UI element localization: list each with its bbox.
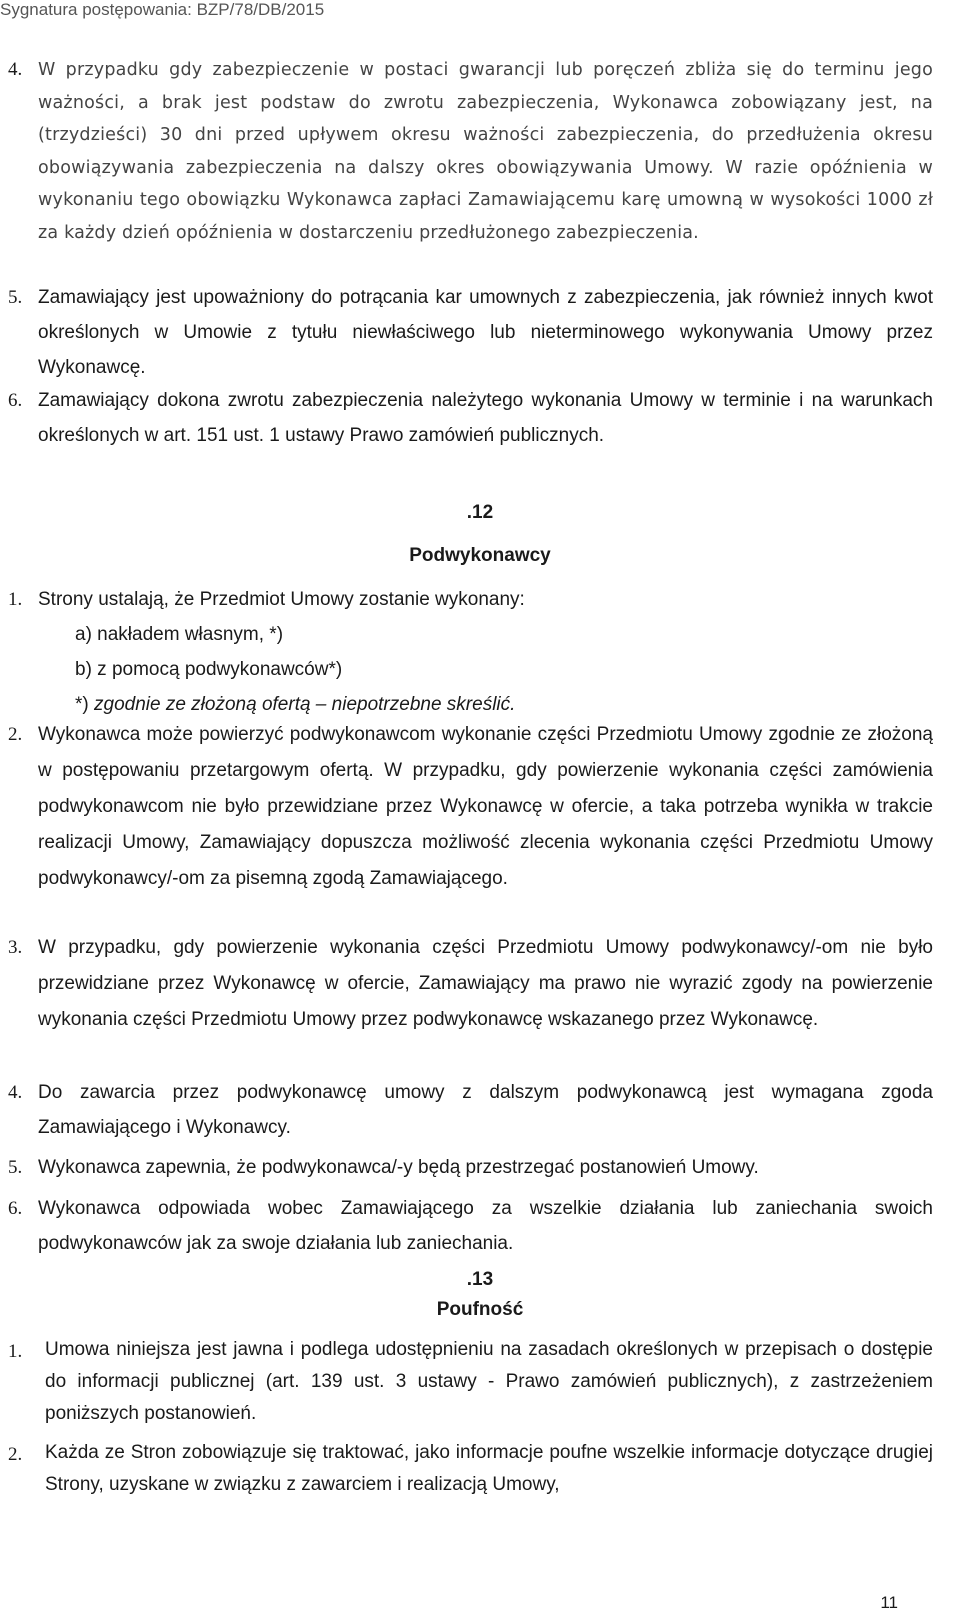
list-item (8, 1191, 933, 1261)
list-item (8, 1437, 933, 1501)
item-number: 2. (8, 724, 23, 745)
document-signature-header: Sygnatura postępowania: BZP/78/DB/2015 (0, 0, 325, 19)
item-text: Wykonawca może powierzyć podwykonawcom wykonanie części Przedmiotu Umowy zgodnie ze złożoną w postępowaniu przetargowym ofertą. W przypadku, gdy powierzenie wykonania części zamówienia podwykonawcom nie było przewidziane przez Wykonawcę w ofercie, a taka potrzeba wynikła w trakcie realizacji Umowy, Zamawiający dopuszcza możliwość zlecenia wykonania części Przedmiotu Umowy podwykonawcy/-om za pisemną zgodą Zamawiającego. (38, 724, 933, 889)
list-item (8, 1334, 933, 1430)
list-item (8, 717, 933, 897)
item-number: 1. (8, 1341, 23, 1362)
item-number: 4. (8, 59, 23, 80)
list-item (8, 1075, 933, 1145)
item-text: Każda ze Stron zobowiązuje się traktować, jako informacje poufne wszelkie informacje dotyczące drugiej Strony, uzyskane w związku z zawarciem i realizacją Umowy, (45, 1442, 933, 1495)
item-number: 6. (8, 390, 23, 411)
item-number: 1. (8, 589, 23, 610)
option-subcontractors: b) z pomocą podwykonawców*) (75, 659, 343, 680)
item-number: 5. (8, 287, 23, 308)
list-item (8, 582, 933, 617)
option-own-work: a) nakładem własnym, *) (75, 624, 284, 645)
item-number: 3. (8, 937, 23, 958)
item-text: W przypadku, gdy powierzenie wykonania części Przedmiotu Umowy podwykonawcy/-om nie było przewidziane przez Wykonawcę w ofercie, Zamawiający ma prawo nie wyrazić zgody na powierzenie wykonania części Przedmiotu Umowy przez podwykonawcę wskazanego przez Wykonawcę. (38, 937, 933, 1030)
item-text: Wykonawca odpowiada wobec Zamawiającego za wszelkie działania lub zaniechania swoich podwykonawców jak za swoje działania lub zaniechania. (38, 1198, 933, 1254)
item-text: Zamawiający jest upoważniony do potrącania kar umownych z zabezpieczenia, jak również innych kwot określonych w Umowie z tytułu niewłaściwego lub nieterminowego wykonywania Umowy przez Wykonawcę. (38, 287, 933, 378)
list-item (8, 930, 933, 1038)
item-number: 2. (8, 1444, 23, 1465)
section-number: .12 (466, 502, 494, 523)
list-item (8, 383, 933, 453)
item-text: Zamawiający dokona zwrotu zabezpieczenia należytego wykonania Umowy w terminie i na warunkach określonych w art. 151 ust. 1 ustawy Prawo zamówień publicznych. (38, 390, 933, 446)
item-text: Umowa niniejsza jest jawna i podlega udostępnieniu na zasadach określonych w przepisach o dostępie do informacji publicznej (art. 139 ust. 3 ustawy - Prawo zamówień publicznych), z zastrzeżeniem poniższych postanowień. (45, 1339, 933, 1424)
item-text: W przypadku gdy zabezpieczenie w postaci gwarancji lub poręczeń zbliża się do terminu jego ważności, a brak jest podstaw do zwrotu zabezpieczenia, Wykonawca zobowiązany jest, na (trzydzieści) 30 dni przed upływem okresu ważności zabezpieczenia, do przedłużenia okresu obowiązywania zabezpieczenia na dalszy okres obowiązywania Umowy. W razie opóźnienia w wykonaniu tego obowiązku Wykonawca zapłaci Zamawiającemu karę umowną w wysokości 1000 zł za każdy dzień opóźnienia w dostarczeniu przedłużonego zabezpieczenia. (38, 60, 933, 243)
item-text: Do zawarcia przez podwykonawcę umowy z dalszym podwykonawcą jest wymagana zgoda Zamawiającego i Wykonawcy. (38, 1082, 933, 1138)
section-title: Podwykonawcy (409, 545, 551, 566)
item-number: 4. (8, 1082, 23, 1103)
item-number: 6. (8, 1198, 23, 1219)
item-text: Strony ustalają, że Przedmiot Umowy zostanie wykonany: (38, 589, 525, 610)
item-number: 5. (8, 1157, 23, 1178)
list-item (8, 54, 933, 249)
section-title: Poufność (436, 1299, 524, 1320)
item-text: Wykonawca zapewnia, że podwykonawca/-y będą przestrzegać postanowień Umowy. (38, 1157, 759, 1178)
list-item (8, 280, 933, 385)
page-number: 11 (880, 1593, 898, 1612)
footnote: *) zgodnie ze złożoną ofertą – niepotrzebne skreślić. (75, 694, 516, 715)
section-number: .13 (466, 1269, 494, 1290)
list-item (8, 1150, 933, 1185)
